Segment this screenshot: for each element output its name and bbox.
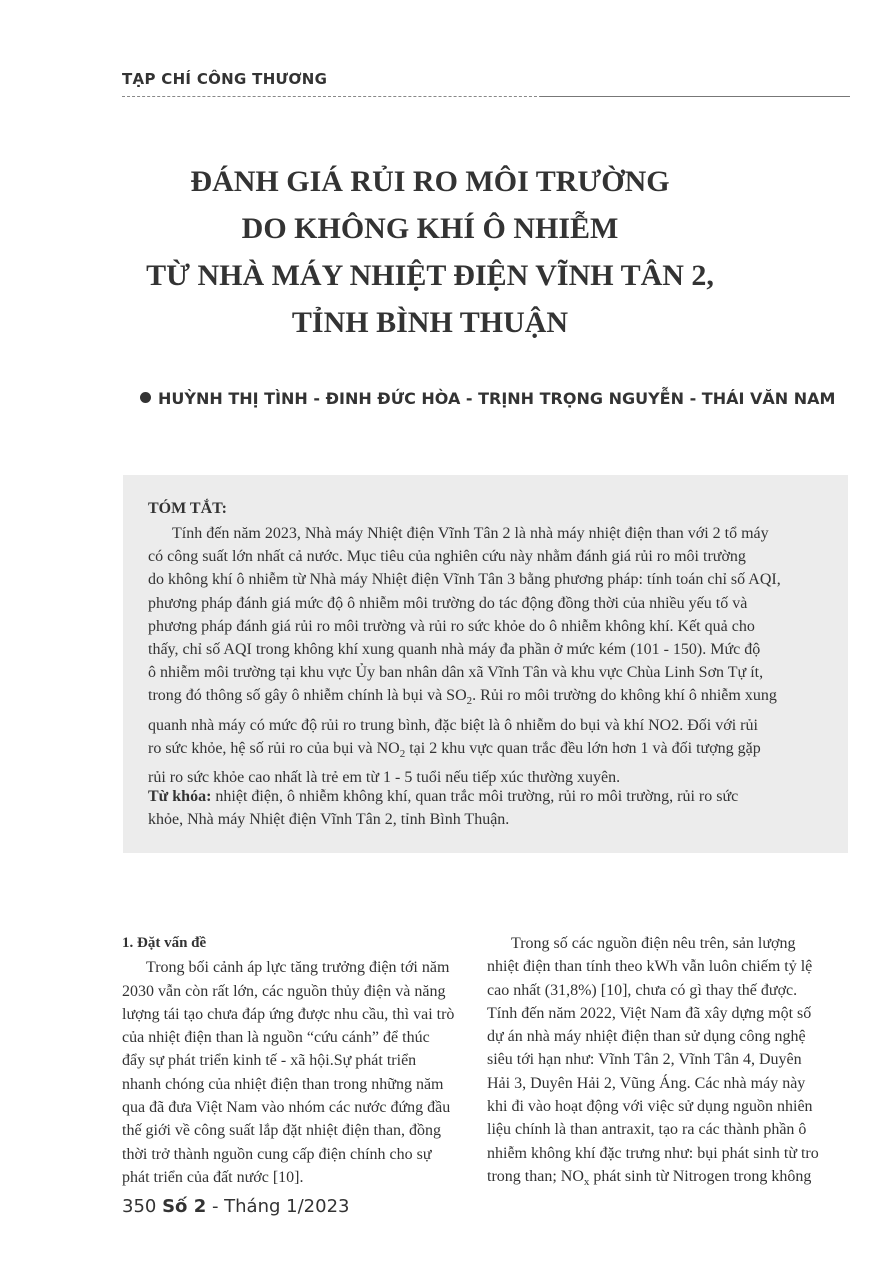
abstract-body xyxy=(148,522,824,790)
abstract-line xyxy=(148,684,824,713)
issue-date: - Tháng 1/2023 xyxy=(206,1196,350,1217)
abstract-line: có công suất lớn nhất cả nước. Mục tiêu của nghiên cứu này nhằm đánh giá rủi ro môi trường xyxy=(148,548,746,566)
body-line: cao nhất (31,8%) [10], chưa có gì thay thế được. xyxy=(487,981,798,999)
abstract-heading: TÓM TẮT: xyxy=(148,500,227,517)
abstract-line: thấy, chỉ số AQI trong không khí xung quanh nhà máy đa phần ở mức kém (101 - 150). Mức độ xyxy=(148,641,761,659)
subscript: 2 xyxy=(399,748,406,761)
abstract-line xyxy=(148,737,824,766)
page-footer xyxy=(122,1196,349,1217)
right-column xyxy=(487,932,849,1194)
title-line: TỈNH BÌNH THUẬN xyxy=(291,306,569,339)
abstract-text: trong đó thông số gây ô nhiễm chính là bụi và SO xyxy=(148,687,467,705)
subscript: 2 xyxy=(466,695,473,708)
authors-text: HUỲNH THỊ TÌNH - ĐINH ĐỨC HÒA - TRỊNH TRỌNG NGUYỄN - THÁI VĂN NAM xyxy=(158,389,836,408)
body-line xyxy=(487,1165,849,1194)
body-line: liệu chính là than antraxit, tạo ra các thành phần ô xyxy=(487,1121,807,1139)
keywords-text: khỏe, Nhà máy Nhiệt điện Vĩnh Tân 2, tỉnh Bình Thuận. xyxy=(148,811,510,829)
subscript: x xyxy=(583,1176,590,1189)
abstract-line: quanh nhà máy có mức độ rủi ro trung bình, đặc biệt là ô nhiễm do bụi và khí NO2. Đối với rủi xyxy=(148,716,758,734)
body-line: thời trở thành nguồn cung cấp điện chính cho sự xyxy=(122,1145,432,1163)
body-text: phát sinh từ Nitrogen trong không xyxy=(589,1167,812,1185)
body-line: Hải 3, Duyên Hải 2, Vũng Áng. Các nhà máy này xyxy=(487,1074,806,1092)
page-number: 350 xyxy=(122,1196,157,1217)
title-line: TỪ NHÀ MÁY NHIỆT ĐIỆN VĨNH TÂN 2, xyxy=(146,259,714,292)
abstract-line: phương pháp đánh giá mức độ ô nhiễm môi trường do tác động đồng thời của nhiều yếu tố và xyxy=(148,594,748,612)
body-line: Tính đến năm 2022, Việt Nam đã xây dựng một số xyxy=(487,1004,812,1022)
title-line: ĐÁNH GIÁ RỦI RO MÔI TRƯỜNG xyxy=(190,165,670,198)
abstract-text: ro sức khỏe, hệ số rủi ro của bụi và NO xyxy=(148,740,400,758)
body-line: nhanh chóng của nhiệt điện than trong những năm xyxy=(122,1075,444,1093)
abstract-line: do không khí ô nhiễm từ Nhà máy Nhiệt điện Vĩnh Tân 3 bằng phương pháp: tính toán chỉ số AQI, xyxy=(148,571,781,589)
body-line: nhiễm không khí đặc trưng như: bụi phát sinh từ tro xyxy=(487,1144,819,1162)
abstract-line: Tính đến năm 2023, Nhà máy Nhiệt điện Vĩnh Tân 2 là nhà máy nhiệt điện than với 2 tổ máy xyxy=(172,525,769,542)
body-line: Trong bối cảnh áp lực tăng trưởng điện tới năm xyxy=(146,959,450,977)
body-text: trong than; NO xyxy=(487,1167,584,1185)
keywords-text: nhiệt điện, ô nhiễm không khí, quan trắc môi trường, rủi ro môi trường, rủi ro sức xyxy=(211,788,739,805)
body-line: phát triển của đất nước [10]. xyxy=(122,1168,304,1186)
body-line: của nhiệt điện than là nguồn “cứu cánh” để thúc xyxy=(122,1029,430,1047)
header-rule xyxy=(540,96,850,97)
bullet-icon xyxy=(140,392,151,403)
title-line: DO KHÔNG KHÍ Ô NHIỄM xyxy=(241,212,619,245)
body-line: dự án nhà máy nhiệt điện than sử dụng công nghệ xyxy=(487,1028,806,1046)
abstract-text: . Rủi ro môi trường do không khí ô nhiễm xung xyxy=(472,687,777,705)
left-column xyxy=(122,932,460,1189)
body-line: siêu tới hạn như: Vĩnh Tân 2, Vĩnh Tân 4, Duyên xyxy=(487,1051,802,1069)
body-line: 2030 vẫn còn rất lớn, các nguồn thủy điện và năng xyxy=(122,982,446,1000)
body-line: Trong số các nguồn điện nêu trên, sản lượng xyxy=(511,935,796,952)
body-line: lượng tái tạo chưa đáp ứng được nhu cầu, thì vai trò xyxy=(122,1005,455,1023)
abstract-line: ô nhiễm môi trường tại khu vực Ủy ban nhân dân xã Vĩnh Tân và khu vực Chùa Linh Sơn Tự ít, xyxy=(148,664,764,682)
author-list xyxy=(140,389,836,408)
journal-name: TẠP CHÍ CÔNG THƯƠNG xyxy=(122,70,328,88)
section-heading: 1. Đặt vấn đề xyxy=(122,935,207,951)
body-line: qua đã đưa Việt Nam vào nhóm các nước đứng đầu xyxy=(122,1099,451,1117)
keywords-label: Từ khóa: xyxy=(148,788,212,805)
issue-label: Số 2 xyxy=(162,1196,207,1217)
body-line: thế giới về công suất lắp đặt nhiệt điện than, đồng xyxy=(122,1122,442,1140)
abstract-line: phương pháp đánh giá rủi ro môi trường và rủi ro sức khỏe do ô nhiễm không khí. Kết quả cho xyxy=(148,617,755,635)
body-line: khi đi vào hoạt động với việc sử dụng nguồn nhiên xyxy=(487,1098,813,1116)
keywords xyxy=(148,785,824,831)
abstract-text: tại 2 khu vực quan trắc đều lớn hơn 1 và đối tượng gặp xyxy=(405,740,761,758)
header-dashed-rule xyxy=(122,96,542,97)
body-line: đẩy sự phát triển kinh tế - xã hội.Sự phát triển xyxy=(122,1052,417,1070)
abstract-line: rủi ro sức khỏe cao nhất là trẻ em từ 1 - 5 tuổi nếu tiếp xúc thường xuyên. xyxy=(148,769,621,787)
article-title xyxy=(60,158,800,346)
body-line: nhiệt điện than tính theo kWh vẫn luôn chiếm tỷ lệ xyxy=(487,958,813,976)
